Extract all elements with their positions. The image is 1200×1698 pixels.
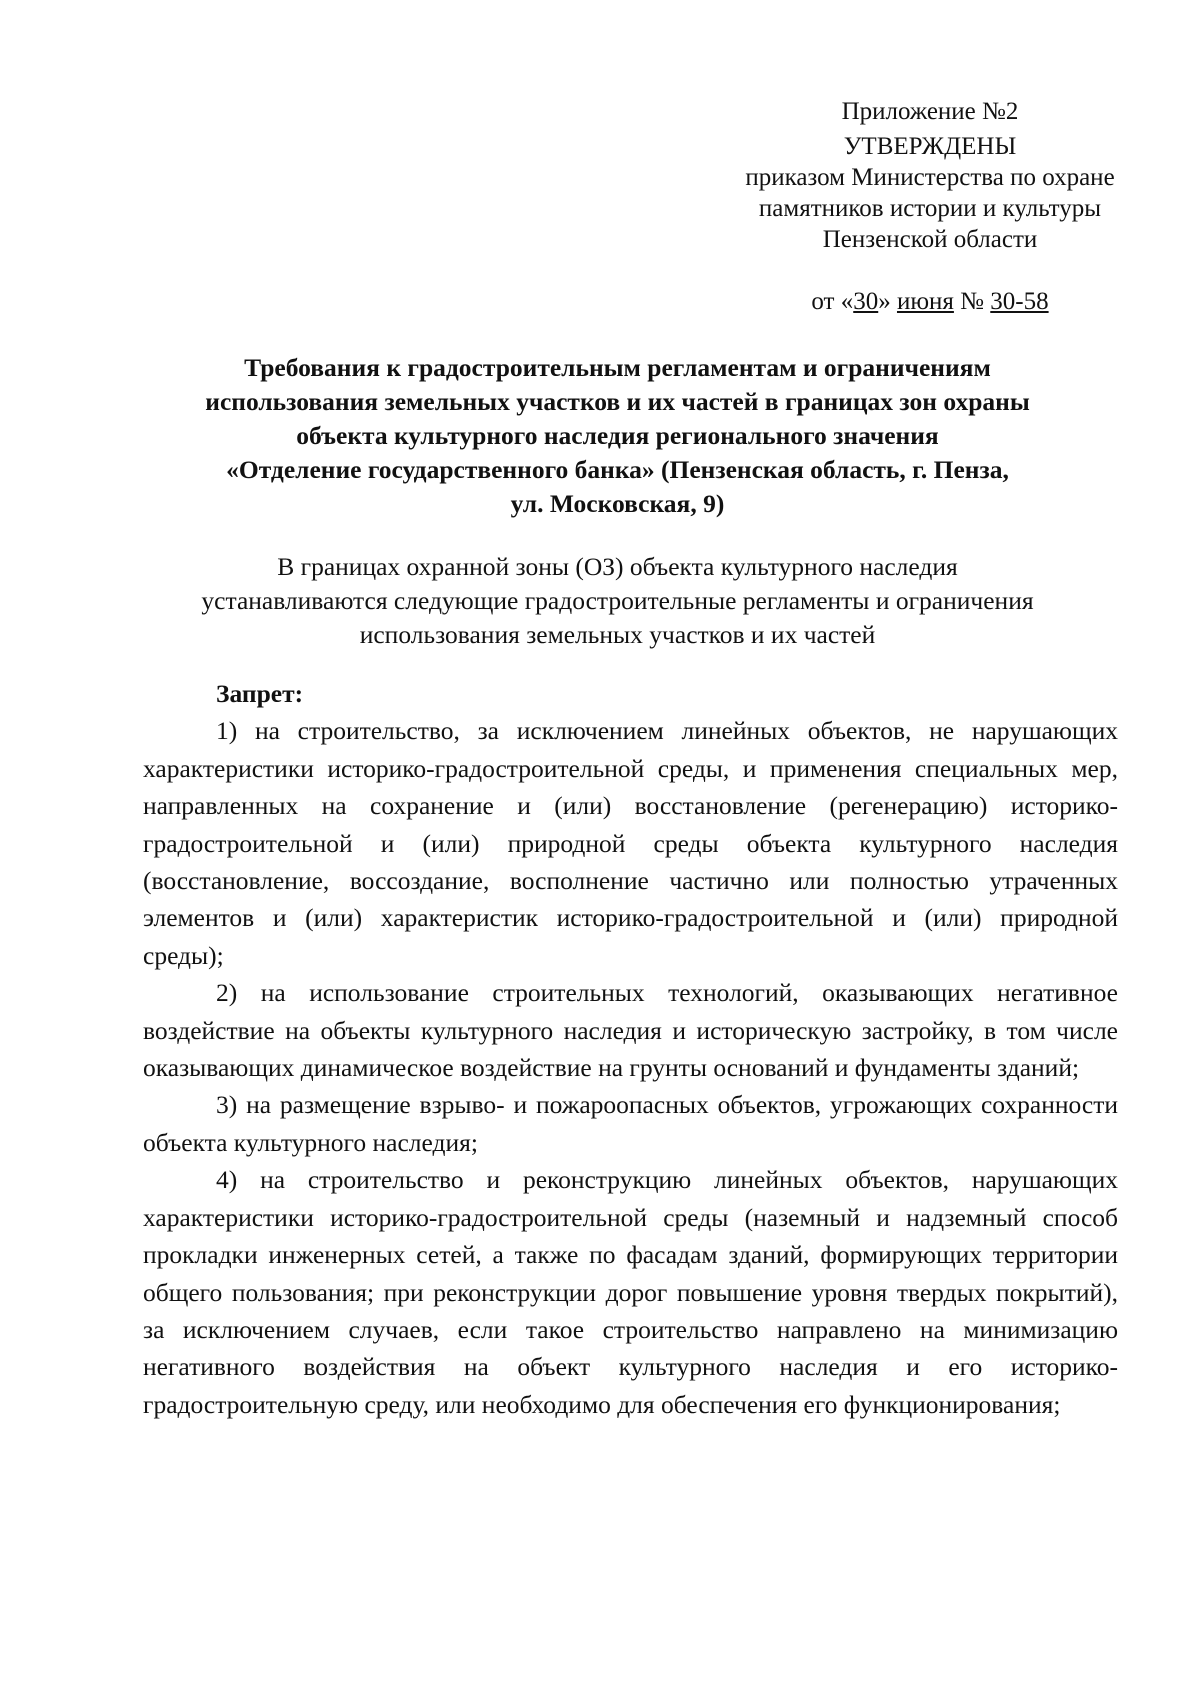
ban-item-4: 4) на строительство и реконструкцию линейных объектов, нарушающих характеристики историко-градостроительной среды (наземный и надземный способ прокладки инженерных сетей, а также по фасадам зданий, формирующих территории общего пользования; при реконструкции дорог повышение уровня твердых покрытий), за исключением случаев, если такое строительство направлено на минимизацию негативного воздействия на объект культурного наследия и его историко-градостроительную среду, или необходимо для обеспечения его функционирования;: [143, 1165, 1118, 1419]
approval-block: [720, 96, 1140, 255]
title-line-5: ул. Московская, 9): [510, 489, 725, 518]
order-number: 30-58: [990, 288, 1049, 315]
ban-item-3: 3) на размещение взрыво- и пожароопасных объектов, угрожающих сохранности объекта культурного наследия;: [143, 1090, 1118, 1157]
title-line-2: использования земельных участков и их частей в границах зон охраны: [205, 387, 1030, 416]
date-day: 30: [853, 288, 879, 315]
intro-line-1: В границах охранной зоны (ОЗ) объекта культурного наследия: [277, 552, 958, 581]
title-line-1: Требования к градостроительным регламентам и ограничениям: [244, 353, 991, 382]
order-line-3: Пензенской области: [822, 226, 1038, 253]
title-line-3: объекта культурного наследия регионального значения: [296, 421, 939, 450]
intro-line-2: устанавливаются следующие градостроительные регламенты и ограничения: [201, 586, 1034, 615]
intro-paragraph: [140, 550, 1095, 652]
approved-label: УТВЕРЖДЕНЫ: [843, 133, 1017, 160]
ban-item-1: 1) на строительство, за исключением линейных объектов, не нарушающих характеристики историко-градостроительной среды, и применения специальных мер, направленных на сохранение и (или) восстановление (регенерацию) историко-градостроительной и (или) природной среды объекта культурного наследия (восстановление, воссоздание, восполнение частично или полностью утраченных элементов и (или) характеристик историко-градостроительной и (или) природной среды);: [143, 716, 1118, 970]
title-line-4: «Отделение государственного банка» (Пензенская область, г. Пенза,: [226, 455, 1009, 484]
ban-section: [143, 675, 1118, 1423]
order-date-number: [720, 286, 1140, 317]
intro-line-3: использования земельных участков и их частей: [359, 620, 876, 649]
order-line-1: приказом Министерства по охране: [745, 164, 1115, 191]
ban-heading: Запрет:: [216, 679, 304, 708]
number-prefix: №: [953, 288, 991, 315]
date-prefix: от «: [811, 288, 854, 315]
document-title: [140, 351, 1095, 521]
ban-item-2: 2) на использование строительных технологий, оказывающих негативное воздействие на объекты культурного наследия и историческую застройку, в том числе оказывающих динамическое воздействие на грунты оснований и фундаменты зданий;: [143, 978, 1118, 1083]
date-middle: »: [878, 288, 897, 315]
date-month: июня: [896, 288, 954, 315]
annex-label: Приложение №2: [841, 98, 1019, 125]
order-line-2: памятников истории и культуры: [758, 195, 1102, 222]
